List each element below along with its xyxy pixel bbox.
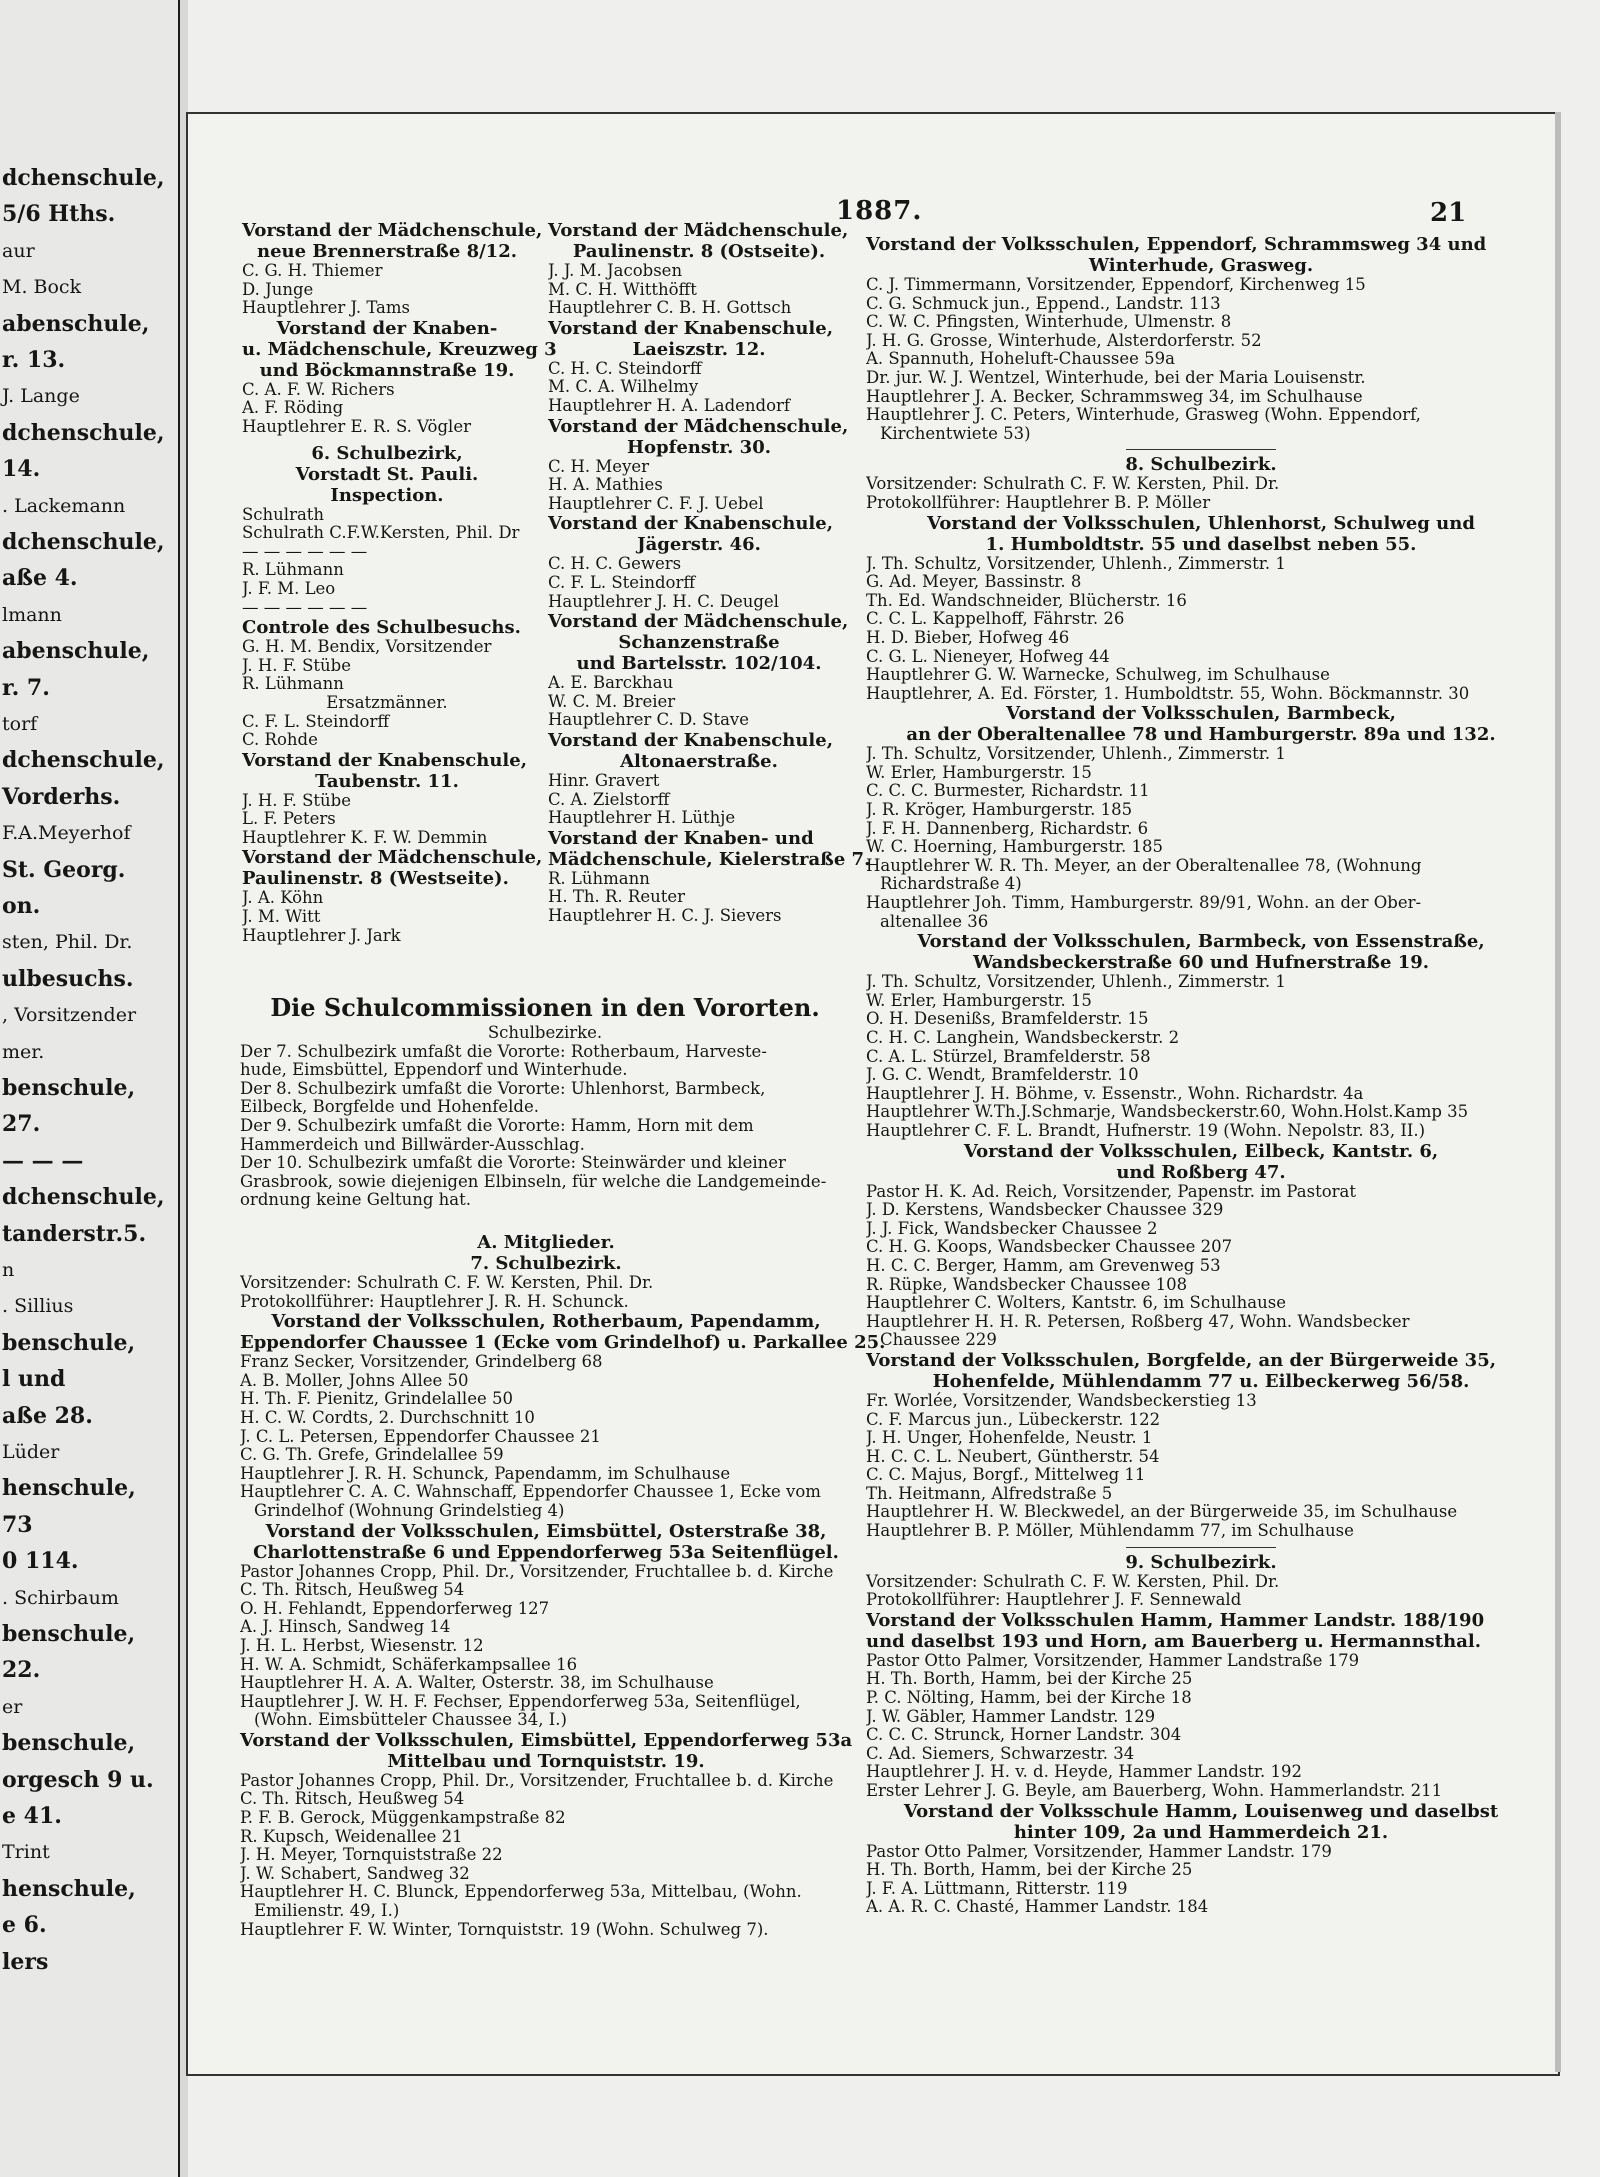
entry-line: Th. Ed. Wandschneider, Blücherstr. 16 xyxy=(866,591,1187,610)
entry-heading: Hopfenstr. 30. xyxy=(626,436,771,458)
entry-line: Hauptlehrer H. C. Blunck, Eppendorferweg 53a, Mittelbau, (Wohn. xyxy=(240,1883,802,1902)
entry-line: C. F. Marcus jun., Lübeckerstr. 122 xyxy=(866,1410,1161,1429)
entry-heading: Vorstand der Volksschulen, Eilbeck, Kantstr. 6, xyxy=(963,1140,1439,1162)
entry-line: H. Th. Borth, Hamm, bei der Kirche 25 xyxy=(866,1670,1193,1689)
entry-line: Hauptlehrer C. A. C. Wahnschaff, Eppendorfer Chaussee 1, Ecke vom xyxy=(240,1483,821,1502)
entry-line: C. H. Meyer xyxy=(548,457,650,476)
left-page-line: torf xyxy=(2,713,38,735)
entry-line: A. B. Moller, Johns Allee 50 xyxy=(240,1371,469,1390)
entry-line: J. H. Meyer, Tornquiststraße 22 xyxy=(240,1846,503,1865)
left-page-line: 0 114. xyxy=(2,1548,79,1575)
entry-heading: Paulinenstr. 8 (Westseite). xyxy=(242,868,509,890)
left-page-line: benschule, xyxy=(2,1621,136,1647)
entry-heading: Vorstand der Volksschulen, Barmbeck, von Essenstraße, xyxy=(917,931,1485,953)
left-page-line: aße 4. xyxy=(2,565,78,592)
entry-line: W. Erler, Hamburgerstr. 15 xyxy=(866,991,1092,1010)
entry-line: C. F. L. Steindorff xyxy=(242,712,390,731)
entry-line: P. F. B. Gerock, Müggenkampstraße 82 xyxy=(240,1809,566,1828)
left-page-line: e 41. xyxy=(2,1803,62,1829)
entry-line: Hauptlehrer H. H. R. Petersen, Roßberg 47, Wohn. Wandsbecker xyxy=(866,1312,1410,1331)
entry-line: J. M. Witt xyxy=(242,908,321,927)
entry-line: J. R. Kröger, Hamburgerstr. 185 xyxy=(866,801,1133,820)
entry-continuation: Chaussee 229 xyxy=(880,1331,997,1350)
entry-line: O. H. Fehlandt, Eppendorferweg 127 xyxy=(240,1599,550,1618)
entry-heading: Vorstand der Volksschulen, Barmbeck, xyxy=(1006,703,1396,725)
left-page-line: — — — xyxy=(2,1147,84,1174)
entry-line: G. H. M. Bendix, Vorsitzender xyxy=(242,638,492,657)
entry-line: J. H. F. Stübe xyxy=(242,656,351,675)
entry-line: Hauptlehrer J. A. Becker, Schrammsweg 34, im Schulhause xyxy=(866,387,1363,406)
left-page-line: benschule, xyxy=(2,1075,136,1101)
entry-heading: Vorstand der Knabenschule, xyxy=(548,317,833,339)
entry-line: C. F. L. Steindorff xyxy=(548,573,696,592)
entry-line: A. J. Hinsch, Sandweg 14 xyxy=(240,1618,451,1637)
entry-line: J. D. Kerstens, Wandsbecker Chaussee 329 xyxy=(866,1201,1224,1220)
entry-line: J. H. Unger, Hohenfelde, Neustr. 1 xyxy=(866,1429,1153,1448)
left-page-line: 73 xyxy=(2,1511,33,1538)
entry-heading: 7. Schulbezirk. xyxy=(470,1253,622,1274)
entry-line: — — — — — — xyxy=(242,542,368,561)
entry-line: C. Th. Ritsch, Heußweg 54 xyxy=(240,1581,465,1600)
entry-line: Hauptlehrer Joh. Timm, Hamburgerstr. 89/91, Wohn. an der Ober- xyxy=(866,894,1422,913)
entry-heading: 8. Schulbezirk. xyxy=(1125,454,1277,476)
entry-heading: und Roßberg 47. xyxy=(1116,1161,1286,1183)
entry-line: Pastor Otto Palmer, Vorsitzender, Hammer Landstraße 179 xyxy=(866,1651,1360,1670)
left-page-line: er xyxy=(2,1695,23,1718)
entry-line: A. E. Barckhau xyxy=(548,674,674,693)
entry-line: H. C. C. Berger, Hamm, am Grevenweg 53 xyxy=(866,1256,1221,1275)
entry-line: Hauptlehrer J. H. v. d. Heyde, Hammer Landstr. 192 xyxy=(866,1763,1302,1782)
entry-heading: und Böckmannstraße 19. xyxy=(259,359,515,381)
entry-line: C. J. Timmermann, Vorsitzender, Eppendorf, Kirchenweg 15 xyxy=(866,276,1366,294)
column-3 xyxy=(866,234,1536,1917)
entry-line: H. C. W. Cordts, 2. Durchschnitt 10 xyxy=(240,1408,535,1427)
left-page-line: l und xyxy=(2,1366,66,1393)
left-page-line: n xyxy=(2,1259,15,1281)
entry-line: Hauptlehrer J. H. C. Deugel xyxy=(548,592,779,611)
left-page-line: Trint xyxy=(2,1841,50,1864)
entry-line: Hauptlehrer H. A. Ladendorf xyxy=(548,396,791,415)
left-page-line: J. Lange xyxy=(2,385,80,408)
entry-line: J. Th. Schultz, Vorsitzender, Uhlenh., Zimmerstr. 1 xyxy=(866,554,1286,573)
entry-line: C. G. Schmuck jun., Eppend., Landstr. 113 xyxy=(866,294,1221,313)
entry-heading: Vorstand der Volksschulen, Uhlenhorst, Schulweg und xyxy=(927,512,1475,534)
entry-heading: Vorstand der Volksschule Hamm, Louisenweg und daselbst xyxy=(903,1800,1499,1822)
entry-heading: Wandsbeckerstraße 60 und Hufnerstraße 19. xyxy=(972,952,1430,974)
entry-heading: hinter 109, 2a und Hammerdeich 21. xyxy=(1013,1821,1389,1843)
entry-heading: 6. Schulbezirk, xyxy=(311,442,463,464)
entry-heading: Vorstand der Knabenschule, xyxy=(242,749,527,771)
page-number: 21 xyxy=(1430,198,1467,228)
entry-line: J. Th. Schultz, Vorsitzender, Uhlenh., Zimmerstr. 1 xyxy=(866,745,1286,764)
left-page-line: 27. xyxy=(2,1111,41,1138)
entry-line: C. C. Majus, Borgf., Mittelweg 11 xyxy=(866,1466,1146,1485)
entry-line: Hauptlehrer J. C. Peters, Winterhude, Grasweg (Wohn. Eppendorf, xyxy=(866,406,1421,425)
entry-line: J. H. G. Grosse, Winterhude, Alsterdorferstr. 52 xyxy=(866,331,1262,350)
left-page-line: lmann xyxy=(2,603,62,626)
entry-line: Hinr. Gravert xyxy=(548,771,660,790)
entry-line: H. Th. F. Pienitz, Grindelallee 50 xyxy=(240,1390,513,1409)
entry-heading: u. Mädchenschule, Kreuzweg 3 xyxy=(242,338,557,360)
entry-line: Franz Secker, Vorsitzender, Grindelberg 68 xyxy=(240,1353,603,1372)
entry-line: H. W. A. Schmidt, Schäferkampsallee 16 xyxy=(240,1655,578,1674)
left-page-line: dchenschule, xyxy=(2,529,165,555)
entry-line: J. F. M. Leo xyxy=(242,579,336,598)
entry-line: J. J. M. Jacobsen xyxy=(548,262,683,280)
left-page-line: r. 13. xyxy=(2,347,66,373)
entry-line: Hauptlehrer C. F. L. Brandt, Hufnerstr. 19 (Wohn. Nepolstr. 83, II.) xyxy=(866,1121,1426,1140)
entry-line: P. C. Nölting, Hamm, bei der Kirche 18 xyxy=(866,1689,1192,1708)
entry-heading: Vorstand der Mädchenschule, xyxy=(548,220,849,241)
entry-heading: Vorstand der Volksschulen, Rotherbaum, Papendamm, xyxy=(271,1311,821,1333)
entry-heading: Laeiszstr. 12. xyxy=(632,338,766,360)
entry-heading: Vorstand der Mädchenschule, xyxy=(548,415,849,437)
entry-heading: Inspection. xyxy=(330,484,444,506)
entry-line: Pastor Otto Palmer, Vorsitzender, Hammer Landstr. 179 xyxy=(866,1842,1332,1861)
entry-line: Protokollführer: Hauptlehrer B. P. Möller xyxy=(866,493,1211,512)
entry-line: R. Lühmann xyxy=(242,675,344,694)
entry-line: Hauptlehrer B. P. Möller, Mühlendamm 77, im Schulhause xyxy=(866,1522,1354,1541)
left-page-line: mer. xyxy=(2,1040,45,1063)
entry-line: Hauptlehrer W.Th.J.Schmarje, Wandsbeckerstr.60, Wohn.Holst.Kamp 35 xyxy=(866,1103,1469,1122)
left-page-line: . Schirbaum xyxy=(2,1586,119,1609)
entry-line: C. C. C. Burmester, Richardstr. 11 xyxy=(866,782,1150,801)
left-page-line: henschule, xyxy=(2,1875,136,1902)
left-page-line: benschule, xyxy=(2,1730,136,1757)
entry-line: J. Th. Schultz, Vorsitzender, Uhlenh., Zimmerstr. 1 xyxy=(866,973,1286,992)
entry-line: D. Junge xyxy=(242,280,314,299)
entry-line: Hauptlehrer J. Tams xyxy=(242,299,410,318)
left-page-line: . Sillius xyxy=(2,1295,74,1318)
entry-line: J. J. Fick, Wandsbecker Chaussee 2 xyxy=(866,1219,1158,1238)
entry-line: R. Lühmann xyxy=(242,561,344,580)
left-page-line: lers xyxy=(2,1948,49,1975)
entry-line: H. Th. R. Reuter xyxy=(548,888,686,907)
entry-heading: Vorstand der Volksschulen, Eppendorf, Schrammsweg 34 und xyxy=(866,234,1487,255)
section-divider xyxy=(1126,449,1276,450)
left-page-line: on. xyxy=(2,893,41,919)
entry-line: J. H. F. Stübe xyxy=(242,791,351,810)
entry-line: Schulrath xyxy=(242,505,325,524)
left-page-line: , Vorsitzender xyxy=(2,1004,137,1027)
entry-line: Vorsitzender: Schulrath C. F. W. Kersten, Phil. Dr. xyxy=(240,1274,654,1292)
entry-heading: Vorstand der Volksschulen, Borgfelde, an der Bürgerweide 35, xyxy=(866,1349,1496,1371)
entry-line: J. G. C. Wendt, Bramfelderstr. 10 xyxy=(866,1066,1139,1085)
entry-heading: Controle des Schulbesuchs. xyxy=(242,617,521,639)
entry-line: Hauptlehrer J. Jark xyxy=(242,926,401,945)
paragraph-line: ordnung keine Geltung hat. xyxy=(240,1191,471,1210)
left-page-line: dchenschule, xyxy=(2,747,165,774)
left-page-line: ulbesuchs. xyxy=(2,965,134,992)
column-1 xyxy=(242,220,557,945)
entry-line: Hauptlehrer C. D. Stave xyxy=(548,711,750,730)
entry-line: Hauptlehrer W. R. Th. Meyer, an der Oberaltenallee 78, (Wohnung xyxy=(866,856,1422,875)
entry-line: A. F. Röding xyxy=(242,399,344,418)
entry-line: O. H. Desenißs, Bramfelderstr. 15 xyxy=(866,1010,1149,1029)
entry-line: Pastor H. K. Ad. Reich, Vorsitzender, Papenstr. im Pastorat xyxy=(866,1182,1356,1201)
entry-line: J. W. Gäbler, Hammer Landstr. 129 xyxy=(866,1707,1156,1726)
entry-heading: Mittelbau und Tornquiststr. 19. xyxy=(387,1750,705,1772)
entry-heading: und daselbst 193 und Horn, am Bauerberg u. Hermannsthal. xyxy=(866,1630,1481,1652)
entry-line: C. Th. Ritsch, Heußweg 54 xyxy=(240,1790,465,1809)
section-divider xyxy=(1126,1547,1276,1548)
entry-line: W. C. M. Breier xyxy=(548,692,676,711)
entry-line: Protokollführer: Hauptlehrer J. F. Sennewald xyxy=(866,1591,1242,1610)
left-page-line: dchenschule, xyxy=(2,1184,165,1211)
entry-line: M. C. H. Witthöfft xyxy=(548,280,697,299)
entry-line: J. W. Schabert, Sandweg 32 xyxy=(240,1864,470,1883)
entry-line: Erster Lehrer J. G. Beyle, am Bauerberg, Wohn. Hammerlandstr. 211 xyxy=(866,1782,1443,1800)
entry-line: C. H. C. Steindorff xyxy=(548,359,702,378)
entry-line: Hauptlehrer H. W. Bleckwedel, an der Bürgerweide 35, im Schulhause xyxy=(866,1503,1458,1522)
left-page-line: tanderstr.5. xyxy=(2,1220,147,1247)
entry-line: R. Rüpke, Wandsbecker Chaussee 108 xyxy=(866,1275,1188,1294)
entry-line: R. Lühmann xyxy=(548,869,650,888)
entry-heading: Schanzenstraße xyxy=(618,632,780,654)
entry-line: Hauptlehrer F. W. Winter, Tornquiststr. 19 (Wohn. Schulweg 7). xyxy=(240,1920,769,1939)
entry-line: Protokollführer: Hauptlehrer J. R. H. Schunck. xyxy=(240,1292,629,1311)
paragraph-line: Der 7. Schulbezirk umfaßt die Vororte: Rotherbaum, Harveste- xyxy=(240,1042,767,1061)
left-page-line: orgesch 9 u. xyxy=(2,1766,154,1793)
entry-subheading: Ersatzmänner. xyxy=(326,693,448,712)
entry-line: C. Rohde xyxy=(242,731,318,750)
entry-line: Hauptlehrer K. F. W. Demmin xyxy=(242,828,488,847)
entry-line: C. G. H. Thiemer xyxy=(242,262,383,280)
page-edge xyxy=(1555,112,1561,2072)
left-page-line: dchenschule, xyxy=(2,419,165,446)
entry-line: Hauptlehrer J. W. H. F. Fechser, Eppendorferweg 53a, Seitenflügel, xyxy=(240,1692,801,1711)
left-page-line: 22. xyxy=(2,1657,41,1684)
entry-line: Hauptlehrer J. R. H. Schunck, Papendamm, im Schulhause xyxy=(240,1464,731,1483)
entry-line: Vorsitzender: Schulrath C. F. W. Kersten, Phil. Dr. xyxy=(866,1572,1280,1591)
entry-line: C. C. L. Kappelhoff, Fährstr. 26 xyxy=(866,610,1125,629)
entry-line: R. Kupsch, Weidenallee 21 xyxy=(240,1827,463,1846)
paragraph-line: Der 8. Schulbezirk umfaßt die Vororte: Uhlenhorst, Barmbeck, xyxy=(240,1079,766,1098)
entry-line: Hauptlehrer J. H. Böhme, v. Essenstr., Wohn. Richardstr. 4a xyxy=(866,1084,1364,1103)
entry-heading: Paulinenstr. 8 (Ostseite). xyxy=(572,241,826,262)
entry-line: C. A. F. W. Richers xyxy=(242,380,395,399)
paragraph-line: Der 10. Schulbezirk umfaßt die Vororte: Steinwärder und kleiner xyxy=(240,1154,786,1173)
left-page-line: F.A.Meyerhof xyxy=(2,822,131,845)
column-2 xyxy=(548,220,871,925)
entry-line: Vorsitzender: Schulrath C. F. W. Kersten, Phil. Dr. xyxy=(866,475,1280,494)
entry-line: Pastor Johannes Cropp, Phil. Dr., Vorsitzender, Fruchtallee b. d. Kirche xyxy=(240,1771,834,1790)
entry-heading: Jägerstr. 46. xyxy=(637,534,761,556)
entry-line: C. W. C. Pfingsten, Winterhude, Ulmenstr. 8 xyxy=(866,313,1232,332)
entry-continuation: Grindelhof (Wohnung Grindelstieg 4) xyxy=(254,1501,565,1520)
entry-line: J. F. A. Lüttmann, Ritterstr. 119 xyxy=(866,1879,1128,1898)
entry-line: Fr. Worlée, Vorsitzender, Wandsbeckerstieg 13 xyxy=(866,1391,1257,1410)
vororte-section xyxy=(240,992,850,1210)
entry-heading: Altonaerstraße. xyxy=(620,750,778,772)
entry-line: L. F. Peters xyxy=(242,810,336,829)
entry-line: Hauptlehrer C. F. J. Uebel xyxy=(548,494,764,513)
entry-heading: Vorstadt St. Pauli. xyxy=(295,463,479,485)
left-page-line: 14. xyxy=(2,456,41,483)
entry-heading: neue Brennerstraße 8/12. xyxy=(256,241,517,262)
left-page-fragment xyxy=(0,0,180,2177)
entry-heading: Vorstand der Knabenschule, xyxy=(548,729,833,751)
entry-heading: Charlottenstraße 6 und Eppendorferweg 53a Seitenflügel. xyxy=(253,1541,839,1563)
page-year: 1887. xyxy=(836,196,923,226)
paragraph-line: Hammerdeich und Billwärder-Ausschlag. xyxy=(240,1135,585,1154)
entry-line: C. H. G. Koops, Wandsbecker Chaussee 207 xyxy=(866,1238,1233,1257)
entry-line: M. C. A. Wilhelmy xyxy=(548,378,699,397)
entry-heading: Vorstand der Knaben- und xyxy=(548,827,814,849)
entry-line: Hauptlehrer, A. Ed. Förster, 1. Humboldtstr. 55, Wohn. Böckmannstr. 30 xyxy=(866,684,1470,703)
vororte-paragraphs xyxy=(240,1043,850,1210)
entry-heading: 1. Humboldtstr. 55 und daselbst neben 55. xyxy=(985,533,1417,555)
entry-line: H. D. Bieber, Hofweg 46 xyxy=(866,628,1070,647)
entry-line: A. Spannuth, Hoheluft-Chaussee 59a xyxy=(866,350,1175,369)
entry-heading: A. Mitglieder. xyxy=(477,1232,615,1253)
entry-line: Schulrath C.F.W.Kersten, Phil. Dr xyxy=(242,524,520,543)
entry-heading: an der Oberaltenallee 78 und Hamburgerstr. 89a und 132. xyxy=(906,724,1496,746)
entry-line: Th. Heitmann, Alfredstraße 5 xyxy=(866,1484,1113,1503)
left-page-line: aße 28. xyxy=(2,1402,93,1429)
entry-line: Hauptlehrer E. R. S. Vögler xyxy=(242,417,471,436)
entry-line: — — — — — — xyxy=(242,598,368,617)
entry-heading: und Bartelsstr. 102/104. xyxy=(576,653,822,675)
entry-line: J. A. Köhn xyxy=(242,889,324,908)
section-subtitle: Schulbezirke. xyxy=(487,1024,603,1042)
paragraph-line: Grasbrook, sowie diejenigen Elbinseln, für welche die Landgemeinde- xyxy=(240,1172,827,1191)
paragraph-line: Eilbeck, Borgfelde und Hohenfelde. xyxy=(240,1098,540,1117)
entry-line: C. Ad. Siemers, Schwarzestr. 34 xyxy=(866,1744,1135,1763)
entry-line: Hauptlehrer H. A. A. Walter, Osterstr. 38, im Schulhause xyxy=(240,1674,714,1693)
entry-heading: Taubenstr. 11. xyxy=(315,770,459,792)
entry-line: A. A. R. C. Chasté, Hammer Landstr. 184 xyxy=(866,1898,1209,1917)
left-page-line: henschule, xyxy=(2,1475,136,1502)
left-page-line: r. 7. xyxy=(2,674,50,701)
entry-continuation: (Wohn. Eimsbütteler Chaussee 34, I.) xyxy=(254,1711,567,1730)
left-page-line: aur xyxy=(2,239,35,262)
entry-heading: Vorstand der Volksschulen, Eimsbüttel, Eppendorferweg 53a xyxy=(240,1729,853,1751)
left-page-line: e 6. xyxy=(2,1912,47,1939)
entry-line: Pastor Johannes Cropp, Phil. Dr., Vorsitzender, Fruchtallee b. d. Kirche xyxy=(240,1562,834,1581)
entry-heading: Vorstand der Knaben- xyxy=(276,317,498,339)
left-page-line: 5/6 Hths. xyxy=(2,201,116,228)
entry-heading: Vorstand der Mädchenschule, xyxy=(242,220,543,241)
entry-line: Hauptlehrer H. C. J. Sievers xyxy=(548,906,782,925)
left-page-line: benschule, xyxy=(2,1329,136,1356)
left-page-line: M. Bock xyxy=(2,276,82,299)
entry-line: Hauptlehrer H. Lüthje xyxy=(548,809,736,828)
left-page-line: dchenschule, xyxy=(2,165,165,191)
entry-line: C. A. Zielstorff xyxy=(548,790,670,809)
entry-heading: Vorstand der Volksschulen, Eimsbüttel, Osterstraße 38, xyxy=(265,1520,827,1542)
entry-heading: Hohenfelde, Mühlendamm 77 u. Eilbeckerweg 56/58. xyxy=(932,1370,1470,1392)
entry-heading: Vorstand der Volksschulen Hamm, Hammer Landstr. 188/190 xyxy=(866,1609,1485,1631)
entry-heading: Mädchenschule, Kielerstraße 7. xyxy=(548,848,871,870)
entry-continuation: Emilienstr. 49, I.) xyxy=(254,1902,400,1921)
entry-line: C. H. C. Langhein, Wandsbeckerstr. 2 xyxy=(866,1029,1180,1047)
left-page-line: Lüder xyxy=(2,1441,60,1463)
entry-line: Dr. jur. W. J. Wentzel, Winterhude, bei der Maria Louisenstr. xyxy=(866,368,1366,387)
entry-line: Hauptlehrer G. W. Warnecke, Schulweg, im Schulhause xyxy=(866,666,1330,685)
entry-heading: Vorstand der Knabenschule, xyxy=(548,513,833,535)
paragraph-line: hude, Eimsbüttel, Eppendorf und Winterhude. xyxy=(240,1061,628,1080)
entry-continuation: Kirchentwiete 53) xyxy=(880,424,1031,443)
entry-line: C. G. L. Nieneyer, Hofweg 44 xyxy=(866,647,1110,666)
entry-line: C. C. C. Strunck, Horner Landstr. 304 xyxy=(866,1726,1182,1745)
entry-heading: Winterhude, Grasweg. xyxy=(1088,255,1314,276)
entry-line: C. G. Th. Grefe, Grindelallee 59 xyxy=(240,1446,504,1465)
paragraph-line: Der 9. Schulbezirk umfaßt die Vororte: Hamm, Horn mit dem xyxy=(240,1116,754,1135)
entry-line: H. C. C. L. Neubert, Güntherstr. 54 xyxy=(866,1447,1160,1466)
entry-line: C. A. L. Stürzel, Bramfelderstr. 58 xyxy=(866,1047,1151,1066)
entry-line: J. H. L. Herbst, Wiesenstr. 12 xyxy=(240,1636,484,1655)
entry-continuation: altenallee 36 xyxy=(880,912,989,931)
entry-line: Hauptlehrer C. Wolters, Kantstr. 6, im Schulhause xyxy=(866,1294,1286,1313)
entry-line: H. Th. Borth, Hamm, bei der Kirche 25 xyxy=(866,1861,1193,1880)
entry-line: C. H. C. Gewers xyxy=(548,555,682,574)
entry-line: J. C. L. Petersen, Eppendorfer Chaussee 21 xyxy=(240,1427,601,1446)
entry-line: J. F. H. Dannenberg, Richardstr. 6 xyxy=(866,819,1149,838)
left-page-line: sten, Phil. Dr. xyxy=(2,931,133,954)
entry-continuation: Richardstraße 4) xyxy=(880,875,1022,894)
entry-heading: Vorstand der Mädchenschule, xyxy=(242,847,543,869)
entry-line: G. Ad. Meyer, Bassinstr. 8 xyxy=(866,573,1082,592)
left-page-line: St. Georg. xyxy=(2,856,126,883)
section-title: Die Schulcommissionen in den Vororten. xyxy=(270,993,820,1022)
entry-line: W. C. Hoerning, Hamburgerstr. 185 xyxy=(866,838,1163,857)
left-page-line: abenschule, xyxy=(2,638,150,665)
left-page-line: . Lackemann xyxy=(2,494,126,517)
left-page-line: abenschule, xyxy=(2,310,150,337)
entry-heading: Vorstand der Mädchenschule, xyxy=(548,611,849,633)
entry-heading: 9. Schulbezirk. xyxy=(1125,1551,1277,1573)
entry-line: H. A. Mathies xyxy=(548,476,663,495)
entry-line: W. Erler, Hamburgerstr. 15 xyxy=(866,763,1092,782)
entry-line: Hauptlehrer C. B. H. Gottsch xyxy=(548,299,792,318)
left-page-line: Vorderhs. xyxy=(2,783,121,810)
column-bottom xyxy=(240,1232,886,1939)
entry-heading: Eppendorfer Chaussee 1 (Ecke vom Grindelhof) u. Parkallee 25. xyxy=(240,1332,886,1354)
